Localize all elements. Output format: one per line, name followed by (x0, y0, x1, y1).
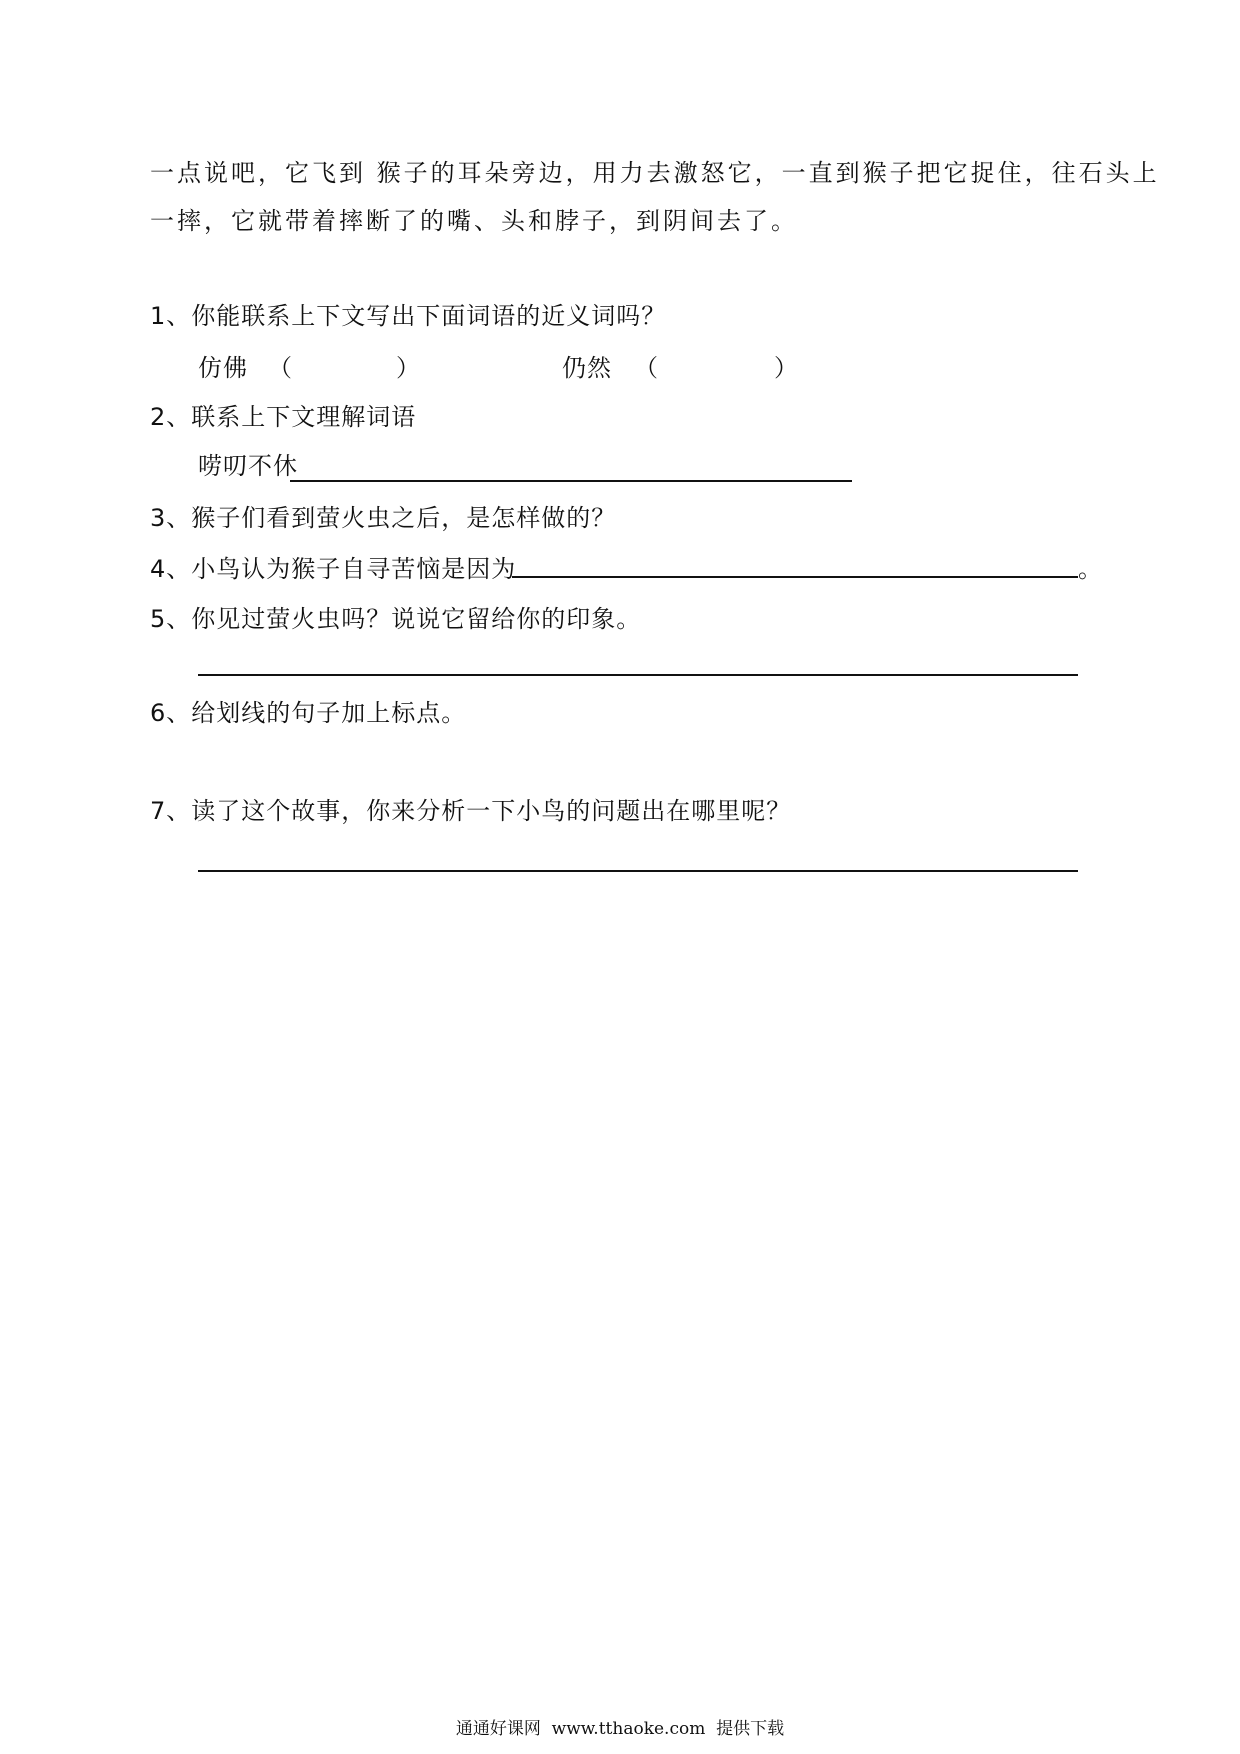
q2-word: 唠叨不休 (198, 452, 298, 480)
question-1: 1、你能联系上下文写出下面词语的近义词吗？ (150, 302, 667, 330)
q5-answer-line[interactable] (198, 674, 1078, 676)
q4-end-mark: 。 (1078, 555, 1102, 583)
question-6: 6、给划线的句子加上标点。 (150, 699, 467, 727)
q1-answer-a-open-paren: （ (268, 354, 292, 382)
passage-line-2: 一摔，它就带着摔断了的嘴、头和脖子，到阴间去了。 (150, 207, 798, 235)
q4-answer-line[interactable] (512, 576, 1078, 578)
q1-answer-a-close-paren: ） (396, 354, 420, 382)
question-5: 5、你见过萤火虫吗？说说它留给你的印象。 (150, 605, 642, 633)
q1-answer-b-close-paren: ） (774, 354, 798, 382)
q1-answer-b-open-paren: （ (634, 354, 658, 382)
page-footer: 通通好课网 www.tthaoke.com 提供下载 (455, 1719, 785, 1739)
q1-word-b: 仍然 (562, 354, 612, 382)
q2-answer-line[interactable] (290, 480, 852, 482)
q1-word-a: 仿佛 (198, 354, 248, 382)
question-3: 3、猴子们看到萤火虫之后，是怎样做的？ (150, 504, 617, 532)
question-4: 4、小鸟认为猴子自寻苦恼是因为 (150, 555, 517, 583)
passage-line-1: 一点说吧，它飞到 猴子的耳朵旁边，用力去激怒它，一直到猴子把它捉住，往石头上 (150, 159, 1160, 187)
question-7: 7、读了这个故事，你来分析一下小鸟的问题出在哪里呢？ (150, 797, 792, 825)
q7-answer-line[interactable] (198, 870, 1078, 872)
question-2: 2、联系上下文理解词语 (150, 403, 417, 431)
